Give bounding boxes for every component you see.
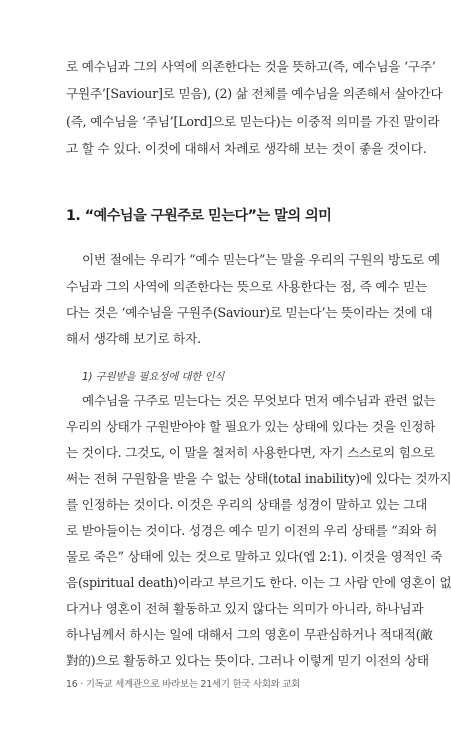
section-line: 이번 절에는 우리가 “예수 믿는다”는 말을 우리의 구원의 방도로 예 bbox=[82, 252, 440, 267]
intro-line: (즉, 예수님을 ‘주님’[Lord]으로 믿는다)는 이중적 의미를 가진 말이라 bbox=[66, 114, 440, 129]
body-line: 음(spiritual death)이라고 부르기도 한다. 이는 그 사람 안에 영혼이 없 bbox=[66, 575, 451, 590]
body-line: 는 것이다. 그것도, 이 말을 철저히 사용한다면, 자기 스스로의 힘으로 bbox=[66, 445, 435, 460]
body-line: 對的)으로 활동하고 있다는 뜻이다. 그러나 이렇게 믿기 이전의 상태 bbox=[66, 653, 429, 668]
body-line: 써는 전혀 구원함을 받을 수 없는 상태(total inability)에 있다는 것까지 bbox=[66, 471, 451, 486]
intro-line: 로 예수님과 그의 사역에 의존한다는 것을 뜻하고(즉, 예수님을 ‘구주’ bbox=[66, 59, 436, 74]
body-line: 예수님을 구주로 믿는다는 것은 무엇보다 먼저 예수님과 관련 없는 bbox=[82, 393, 436, 408]
body-line: 를 인정하는 것이다. 이것은 우리의 상태를 성경이 말하고 있는 그대 bbox=[66, 497, 428, 512]
section-line: 다는 것은 ‘예수님을 구원주(Saviour)로 믿는다’는 뜻이라는 것에 대 bbox=[66, 305, 433, 320]
subsection-heading: 1) 구원받을 필요성에 대한 인식 bbox=[82, 371, 225, 383]
intro-line: 구원주’[Saviour]로 믿음), (2) 삶 전체를 예수님을 의존해서 살아간다 bbox=[66, 86, 443, 101]
body-line: 우리의 상태가 구원받아야 할 필요가 있는 상태에 있다는 것을 인정하 bbox=[66, 419, 436, 434]
body-line: 로 받아들이는 것이다. 성경은 예수 믿기 이전의 우리 상태를 “죄와 허 bbox=[66, 523, 438, 538]
section-line: 수님과 그의 사역에 의존한다는 뜻으로 사용한다는 점, 즉 예수 믿는 bbox=[66, 279, 428, 294]
intro-line: 고 할 수 있다. 이것에 대해서 차례로 생각해 보는 것이 좋을 것이다. bbox=[66, 141, 427, 156]
section-heading: 1. “예수님을 구원주로 믿는다”는 말의 의미 bbox=[66, 208, 332, 224]
body-line: 물로 죽은” 상태에 있는 것으로 말하고 있다(엡 2:1). 이것을 영적인 죽 bbox=[66, 549, 443, 564]
section-line: 해서 생각해 보기로 하자. bbox=[66, 331, 201, 346]
page-footer: 16 · 기독교 세계관으로 바라보는 21세기 한국 사회와 교회 bbox=[66, 679, 301, 690]
body-line: 다거나 영혼이 전혀 활동하고 있지 않다는 의미가 아니라, 하나님과 bbox=[66, 601, 424, 616]
body-line: 하나님께서 하시는 일에 대해서 그의 영혼이 무관심하거나 적대적(敵 bbox=[66, 627, 433, 642]
